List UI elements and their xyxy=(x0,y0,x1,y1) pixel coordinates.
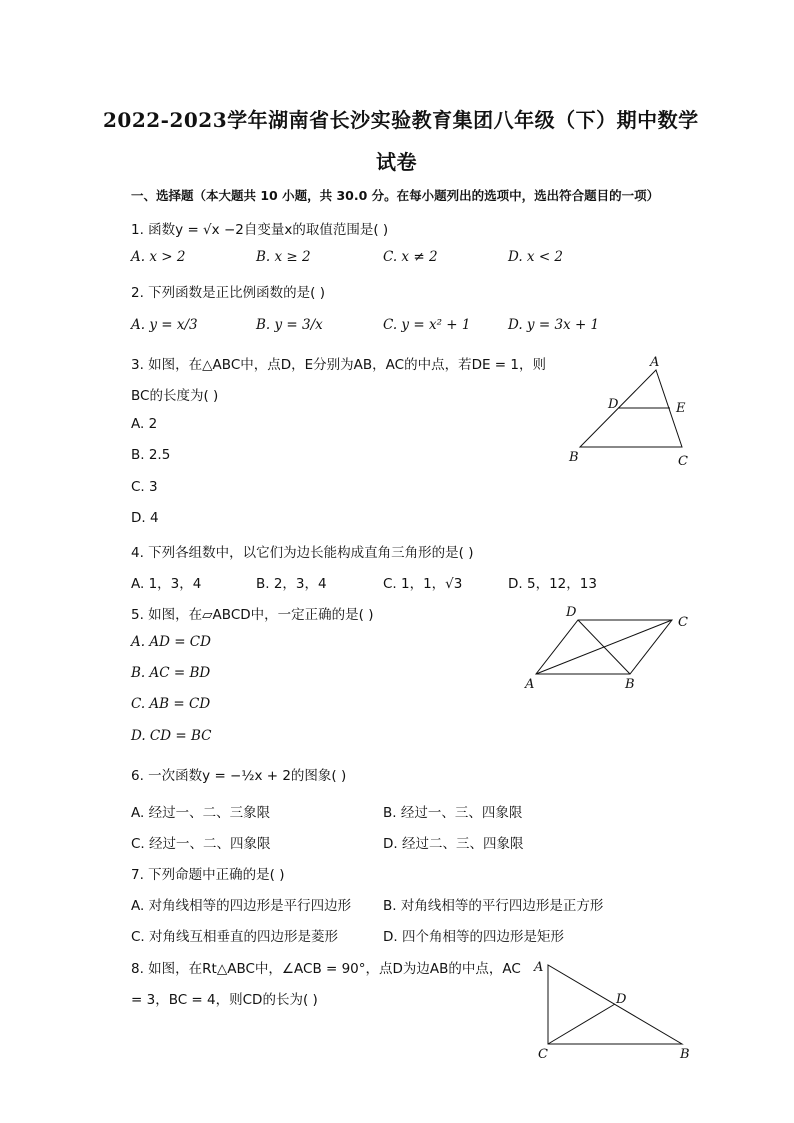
diagonal-bd xyxy=(578,620,630,674)
parallelogram-figure xyxy=(520,600,700,695)
question-2-option-c[interactable]: C. y = x² + 1 xyxy=(383,317,471,333)
label-c: C xyxy=(678,454,688,469)
question-6-option-b[interactable]: B. 经过一、三、四象限 xyxy=(383,805,523,821)
question-5-option-b[interactable]: B. AC = BD xyxy=(131,665,211,681)
question-1-stem: 1. 函数y = √x −2自变量x的取值范围是( ) xyxy=(131,222,389,238)
question-5-stem: 5. 如图，在▱ABCD中，一定正确的是( ) xyxy=(131,607,374,623)
label-d: D xyxy=(566,605,577,620)
label-b: B xyxy=(680,1047,690,1062)
question-7-option-a[interactable]: A. 对角线相等的四边形是平行四边形 xyxy=(131,898,352,914)
question-4-option-c[interactable]: C. 1，1，√3 xyxy=(383,576,463,592)
question-4-option-b[interactable]: B. 2，3，4 xyxy=(256,576,327,592)
section-header: 一、选择题（本大题共 10 小题，共 30.0 分。在每小题列出的选项中，选出符合题目的一项） xyxy=(131,188,660,203)
question-5-option-d[interactable]: D. CD = BC xyxy=(131,728,212,744)
question-6-stem: 6. 一次函数y = −½x + 2的图象( ) xyxy=(131,768,347,784)
label-c: C xyxy=(538,1047,548,1062)
question-6-option-a[interactable]: A. 经过一、二、三象限 xyxy=(131,805,271,821)
page-title: 2022-2023学年湖南省长沙实验教育集团八年级（下）期中数学 xyxy=(103,108,699,132)
question-1-option-d[interactable]: D. x < 2 xyxy=(508,249,564,265)
question-3-option-c[interactable]: C. 3 xyxy=(131,479,158,495)
question-3-option-d[interactable]: D. 4 xyxy=(131,510,159,526)
question-1-option-c[interactable]: C. x ≠ 2 xyxy=(383,249,438,265)
question-4-stem: 4. 下列各组数中，以它们为边长能构成直角三角形的是( ) xyxy=(131,545,474,561)
question-5-option-c[interactable]: C. AB = CD xyxy=(131,696,211,712)
question-3-option-b[interactable]: B. 2.5 xyxy=(131,447,171,463)
question-2-option-d[interactable]: D. y = 3x + 1 xyxy=(508,317,600,333)
question-7-option-c[interactable]: C. 对角线互相垂直的四边形是菱形 xyxy=(131,929,339,945)
question-5-option-a[interactable]: A. AD = CD xyxy=(131,634,211,650)
label-a: A xyxy=(534,960,544,975)
label-c: C xyxy=(678,615,688,630)
label-a: A xyxy=(525,677,535,692)
right-triangle-figure xyxy=(530,955,705,1065)
question-3-stem: 3. 如图，在△ABC中，点D，E分别为AB，AC的中点，若DE = 1，则 xyxy=(131,357,546,373)
question-7-option-d[interactable]: D. 四个角相等的四边形是矩形 xyxy=(383,929,564,945)
label-b: B xyxy=(625,677,635,692)
question-3-option-a[interactable]: A. 2 xyxy=(131,416,158,432)
label-b: B xyxy=(569,450,579,465)
label-a: A xyxy=(650,355,660,370)
label-d: D xyxy=(616,992,627,1007)
question-1-option-b[interactable]: B. x ≥ 2 xyxy=(256,249,311,265)
question-3-stem-line2: BC的长度为( ) xyxy=(131,388,219,404)
question-6-option-d[interactable]: D. 经过二、三、四象限 xyxy=(383,836,524,852)
question-2-option-a[interactable]: A. y = x/3 xyxy=(131,317,198,333)
question-8-stem-line2: = 3，BC = 4，则CD的长为( ) xyxy=(131,992,318,1008)
question-6-option-c[interactable]: C. 经过一、二、四象限 xyxy=(131,836,271,852)
label-e: E xyxy=(676,401,686,416)
question-4-option-a[interactable]: A. 1，3，4 xyxy=(131,576,202,592)
median-cd xyxy=(548,1004,615,1044)
page-title-line2: 试卷 xyxy=(376,150,417,174)
question-4-option-d[interactable]: D. 5，12，13 xyxy=(508,576,597,592)
question-7-option-b[interactable]: B. 对角线相等的平行四边形是正方形 xyxy=(383,898,604,914)
label-d: D xyxy=(608,397,619,412)
question-7-stem: 7. 下列命题中正确的是( ) xyxy=(131,867,285,883)
question-2-stem: 2. 下列函数是正比例函数的是( ) xyxy=(131,285,325,301)
question-8-stem: 8. 如图，在Rt△ABC中，∠ACB = 90°，点D为边AB的中点，AC xyxy=(131,961,521,977)
triangle-midline-figure xyxy=(560,350,710,475)
question-1-option-a[interactable]: A. x > 2 xyxy=(131,249,186,265)
question-2-option-b[interactable]: B. y = 3/x xyxy=(256,317,323,333)
